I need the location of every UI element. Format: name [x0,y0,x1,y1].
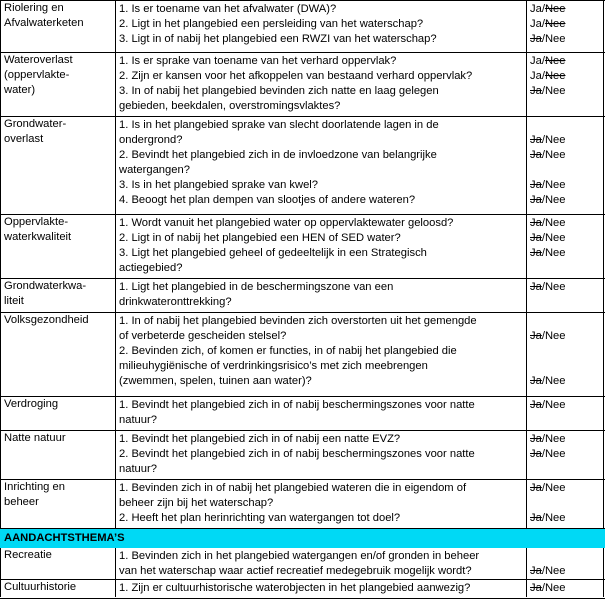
theme-label: water) [4,84,36,96]
row-divider [0,430,605,431]
answer-nee: Nee [544,179,566,191]
question-text: of verbeterde gescheiden stelsel? [119,330,287,342]
answer-nee: Nee [544,399,566,411]
question-text: 3. In of nabij het plangebied bevinden zich natte en laag gelegen [119,85,439,97]
theme-label: Afvalwaterketen [4,17,84,29]
answer-separator: / [541,194,545,206]
answer-separator: / [541,70,545,82]
theme-label: Riolering en [4,2,64,14]
question-text: 2. Bevinden zich, of komen er functies, in of nabij het plangebied die [119,345,457,357]
answer-choice[interactable] [530,32,565,47]
theme-label: Oppervlakte- [4,216,69,228]
answer-separator: / [541,375,545,387]
question-text: gebieden, beekdalen, overstromingsvlaktes? [119,100,341,112]
answer-choice[interactable] [530,54,565,69]
question-text: 2. Heeft het plan herinrichting van watergangen tot doel? [119,512,401,524]
answer-nee: Nee [544,85,566,97]
row-divider [0,479,605,480]
answer-choice[interactable] [530,84,565,99]
answer-choice[interactable] [530,148,565,163]
theme-label: Volksgezondheid [4,314,89,326]
answer-separator: / [541,55,545,67]
answer-separator: / [541,149,545,161]
answer-choice[interactable] [530,447,565,462]
question-text: 1. In of nabij het plangebied bevinden zich overstorten uit het gemengde [119,315,477,327]
answer-separator: / [541,18,545,30]
answer-ja: Ja [530,18,542,30]
question-text: ondergrond? [119,134,183,146]
answer-separator: / [541,281,545,293]
theme-label: waterkwaliteit [4,231,72,243]
answer-choice[interactable] [530,216,565,231]
answer-ja: Ja [530,565,542,577]
answer-nee: Nee [544,70,566,82]
question-text: 1. Ligt het plangebied in de beschermingszone van een [119,281,394,293]
answer-choice[interactable] [530,133,565,148]
answer-choice[interactable] [530,481,565,496]
theme-label: (oppervlakte- [4,69,70,81]
answer-separator: / [541,247,545,259]
question-text: 1. Zijn er cultuurhistorische waterobjecten in het plangebied aanwezig? [119,582,471,594]
theme-label: Recreatie [4,549,52,561]
answer-choice[interactable] [530,246,565,261]
column-divider-answer [526,0,527,597]
answer-ja: Ja [530,3,542,15]
answer-nee: Nee [544,565,566,577]
answer-choice[interactable] [530,564,565,579]
answer-choice[interactable] [530,511,565,526]
answer-choice[interactable] [530,432,565,447]
question-text: 2. Ligt in het plangebied een persleiding van het waterschap? [119,18,424,30]
question-text: 3. Ligt het plangebied geheel of gedeeltelijk in een Strategisch [119,247,427,259]
answer-separator: / [541,512,545,524]
question-text: 1. Bevinden zich in het plangebied watergangen en/of gronden in beheer [119,550,480,562]
answer-separator: / [541,33,545,45]
table-border-left [0,0,1,597]
question-text: 1. Bevinden zich in of nabij het plangebied wateren die in eigendom of [119,482,467,494]
answer-nee: Nee [544,281,566,293]
answer-choice[interactable] [530,17,565,32]
answer-separator: / [541,232,545,244]
row-divider [0,312,605,313]
answer-nee: Nee [544,330,566,342]
answer-nee: Nee [544,512,566,524]
answer-nee: Nee [544,18,566,30]
answer-nee: Nee [544,582,566,594]
question-text: van het waterschap waar actief recreatief medegebruik mogelijk wordt? [119,565,472,577]
theme-label: liteit [4,295,24,307]
question-text: 1. Wordt vanuit het plangebied water op oppervlaktewater geloosd? [119,217,454,229]
theme-label: Grondwaterkwa- [4,280,87,292]
question-text: 1. Is er sprake van toename van het verhard oppervlak? [119,55,397,67]
answer-separator: / [541,85,545,97]
answer-ja: Ja [530,582,542,594]
answer-ja: Ja [530,134,542,146]
question-text: 1. Bevindt het plangebied zich in of nabij beschermingszones voor natte [119,399,475,411]
question-text: 2. Bevindt het plangebied zich in de invloedzone van belangrijke [119,149,437,161]
answer-nee: Nee [544,55,566,67]
answer-choice[interactable] [530,178,565,193]
answer-choice[interactable] [530,329,565,344]
theme-label: Verdroging [4,398,59,410]
answer-ja: Ja [530,55,542,67]
answer-nee: Nee [544,375,566,387]
answer-nee: Nee [544,448,566,460]
question-text: 2. Bevindt het plangebied zich in of nabij beschermingszones voor natte [119,448,475,460]
answer-ja: Ja [530,217,542,229]
answer-nee: Nee [544,3,566,15]
answer-ja: Ja [530,433,542,445]
answer-nee: Nee [544,482,566,494]
column-divider-theme [115,0,116,597]
question-text: 2. Ligt in of nabij het plangebied een HEN of SED water? [119,232,401,244]
answer-ja: Ja [530,375,542,387]
question-text: natuur? [119,414,157,426]
question-text: 1. Is in het plangebied sprake van slecht doorlatende lagen in de [119,119,439,131]
question-text: milieuhygiënische of verdrinkingsrisico’s met zich meebrengen [119,360,428,372]
question-text: 2. Zijn er kansen voor het afkoppelen van bestaand verhard oppervlak? [119,70,473,82]
row-divider [0,396,605,397]
answer-ja: Ja [530,85,542,97]
answer-nee: Nee [544,217,566,229]
answer-nee: Nee [544,134,566,146]
answer-ja: Ja [530,33,542,45]
theme-label: beheer [4,496,39,508]
answer-ja: Ja [530,482,542,494]
answer-nee: Nee [544,149,566,161]
answer-separator: / [541,217,545,229]
row-divider [0,116,605,117]
theme-label: Inrichting en [4,481,65,493]
section-heading: AANDACHTSTHEMA’S [4,532,125,544]
answer-separator: / [541,482,545,494]
answer-ja: Ja [530,399,542,411]
answer-ja: Ja [530,232,542,244]
answer-separator: / [541,433,545,445]
answer-choice[interactable] [530,69,565,84]
answer-nee: Nee [544,433,566,445]
question-text: 1. Is er toename van het afvalwater (DWA)? [119,3,337,15]
question-text: drinkwateronttrekking? [119,296,232,308]
answer-ja: Ja [530,149,542,161]
answer-separator: / [541,565,545,577]
answer-ja: Ja [530,179,542,191]
answer-nee: Nee [544,194,566,206]
answer-separator: / [541,134,545,146]
answer-separator: / [541,399,545,411]
answer-choice[interactable] [530,374,565,389]
row-divider [0,278,605,279]
answer-choice[interactable] [530,280,565,295]
table-border-right [603,0,604,597]
row-divider [0,579,605,580]
answer-separator: / [541,448,545,460]
answer-choice[interactable] [530,193,565,208]
answer-ja: Ja [530,70,542,82]
question-text: (zwemmen, spelen, tuinen aan water)? [119,375,312,387]
answer-ja: Ja [530,194,542,206]
question-text: natuur? [119,463,157,475]
answer-ja: Ja [530,281,542,293]
answer-separator: / [541,179,545,191]
theme-label: Cultuurhistorie [4,581,77,593]
answer-choice[interactable] [530,581,565,596]
answer-nee: Nee [544,33,566,45]
question-text: 1. Bevindt het plangebied zich in of nabij een natte EVZ? [119,433,401,445]
question-text: 3. Ligt in of nabij het plangebied een RWZI van het waterschap? [119,33,437,45]
question-text: beheer zijn bij het waterschap? [119,497,274,509]
answer-ja: Ja [530,330,542,342]
row-divider [0,214,605,215]
answer-ja: Ja [530,448,542,460]
question-text: actiegebied? [119,262,183,274]
answer-nee: Nee [544,232,566,244]
answer-choice[interactable] [530,398,565,413]
theme-label: Grondwater- [4,118,67,130]
answer-ja: Ja [530,247,542,259]
theme-label: Wateroverlast [4,54,73,66]
question-text: 3. Is in het plangebied sprake van kwel? [119,179,319,191]
answer-ja: Ja [530,512,542,524]
answer-separator: / [541,3,545,15]
row-divider [0,52,605,53]
answer-choice[interactable] [530,2,565,17]
answer-nee: Nee [544,247,566,259]
question-text: watergangen? [119,164,190,176]
answer-choice[interactable] [530,231,565,246]
theme-label: Natte natuur [4,432,66,444]
table-border-top [0,0,605,1]
question-text: 4. Beoogt het plan dempen van slootjes of andere wateren? [119,194,416,206]
answer-separator: / [541,330,545,342]
theme-label: overlast [4,133,44,145]
answer-separator: / [541,582,545,594]
